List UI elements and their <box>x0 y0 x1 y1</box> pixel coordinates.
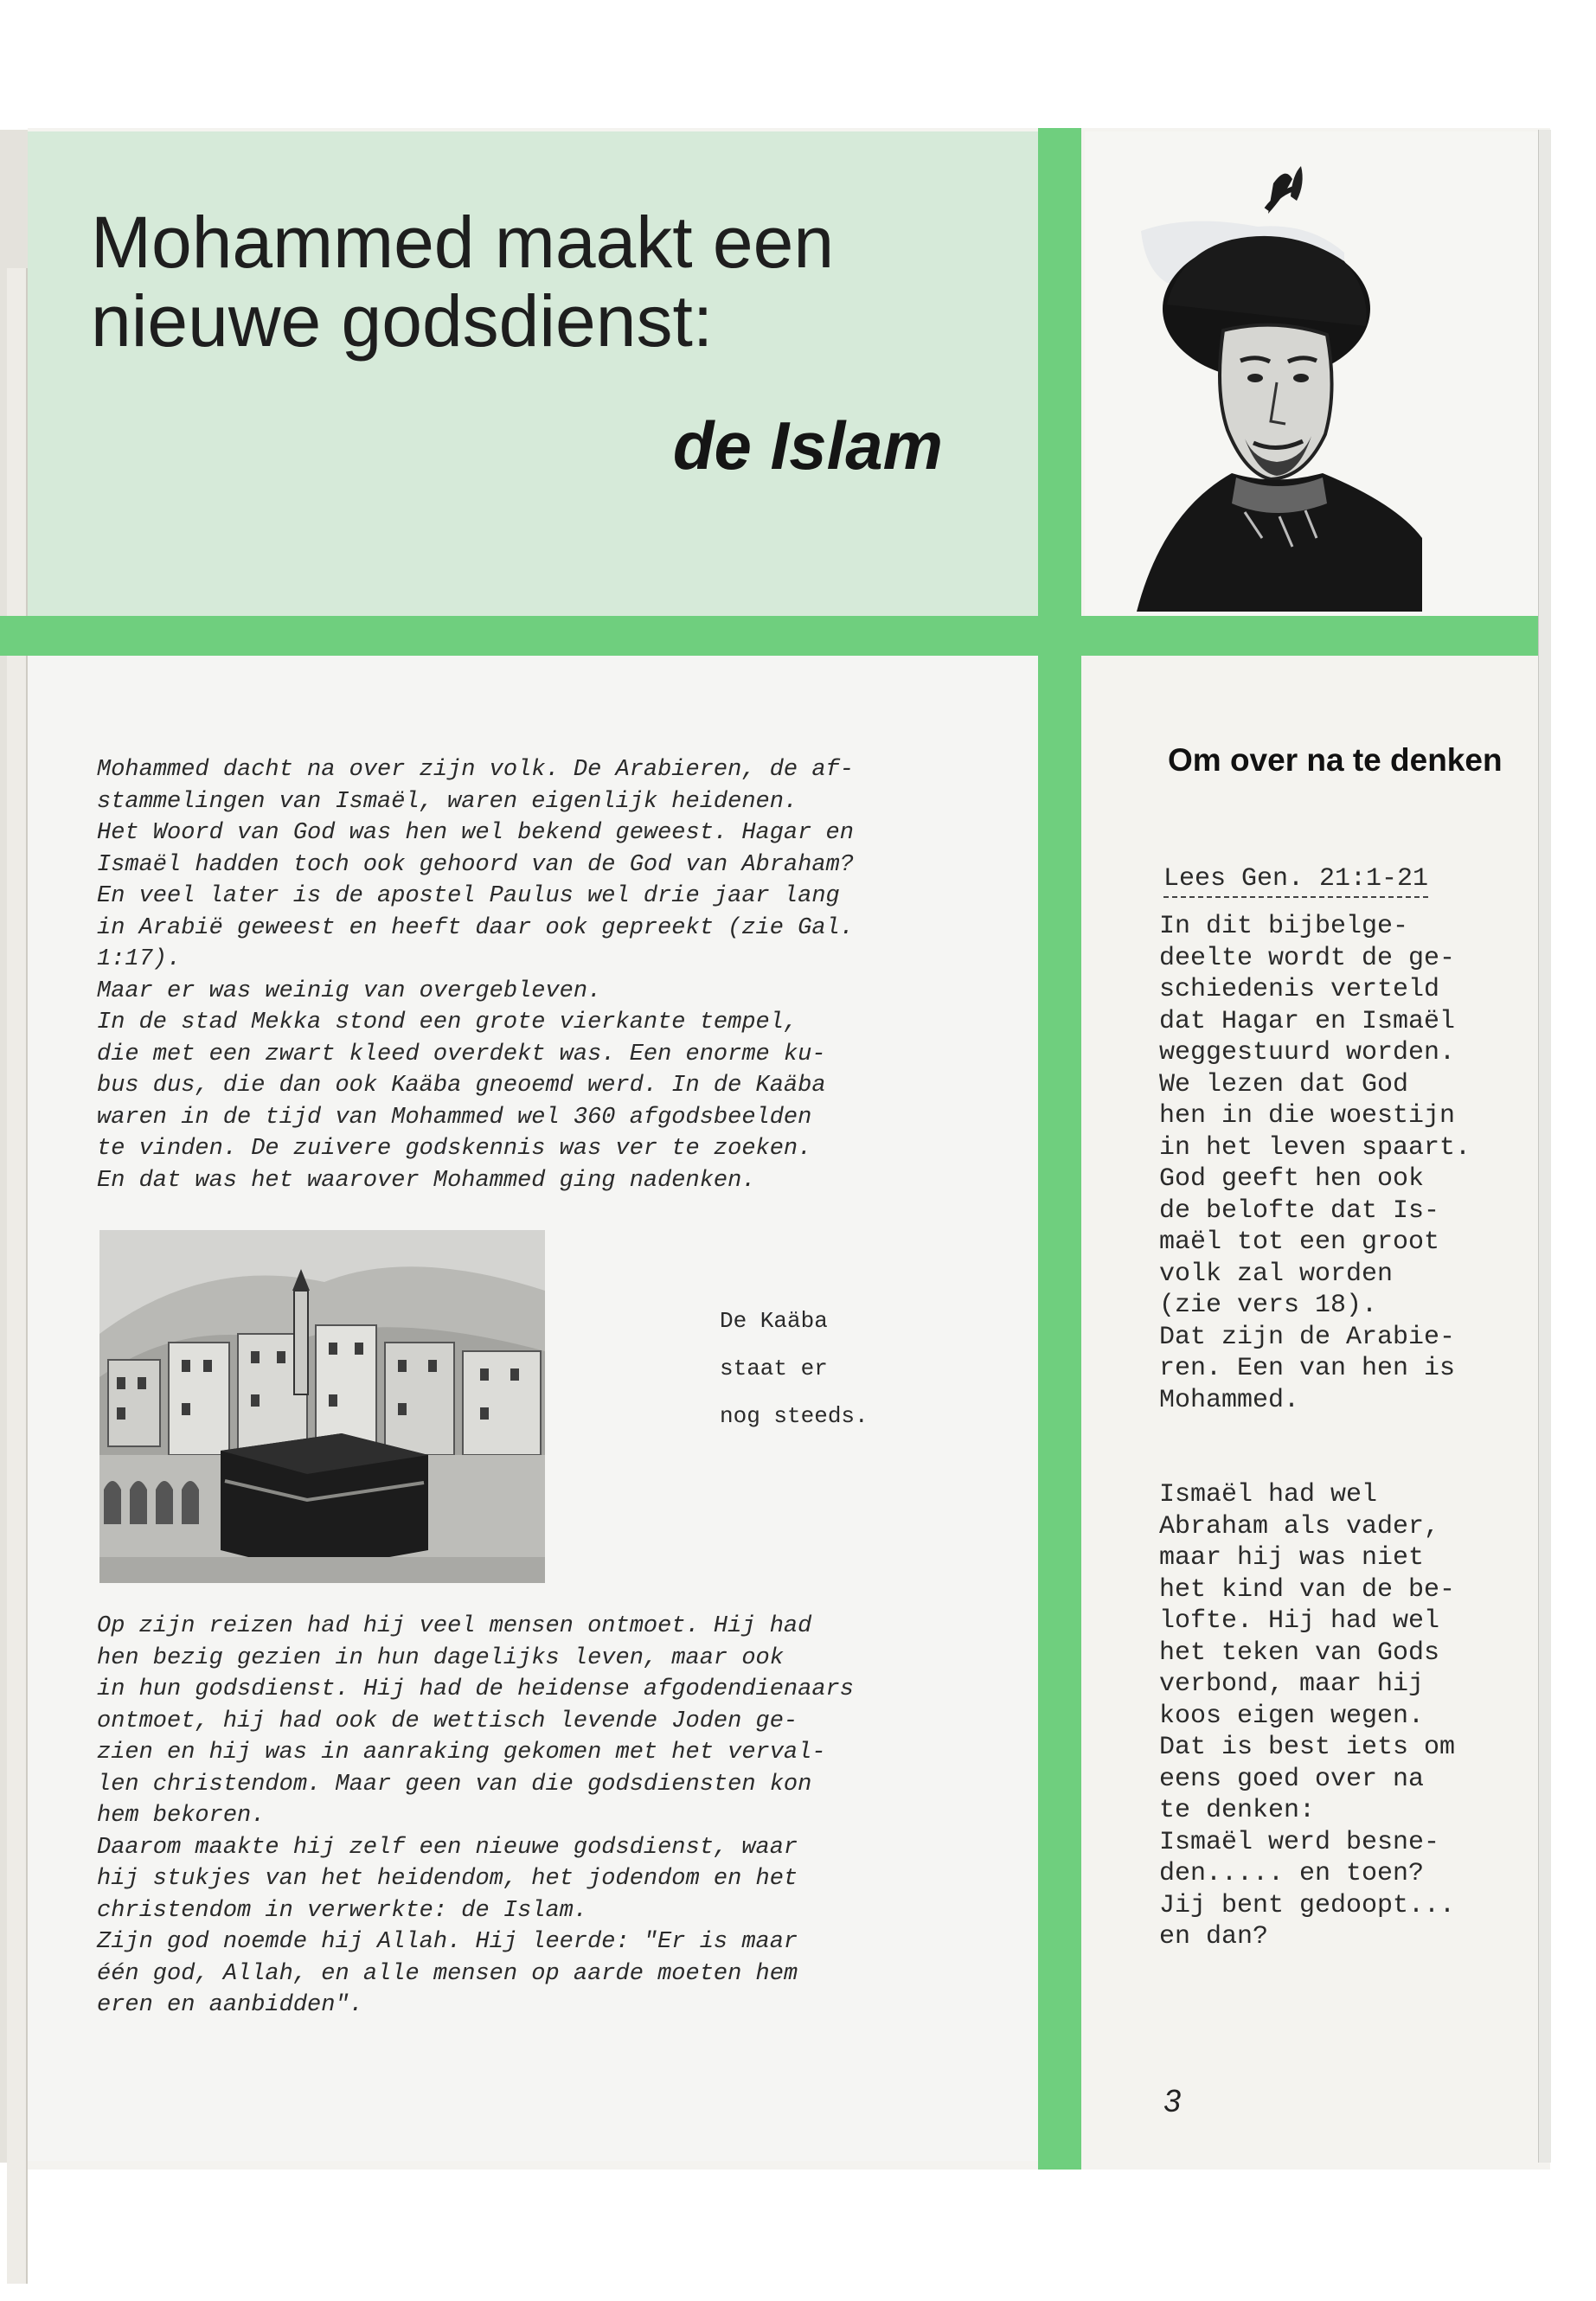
green-horizontal-bar <box>0 616 1548 656</box>
previous-page-edge <box>0 130 28 2163</box>
sidebar-paragraph-2: Ismaël had wel Abraham als vader, maar hij was niet het kind van de be- lofte. Hij had wel het teken van Gods verbond, maar hij koos eigen wegen. Dat is best iets om eens goed over na te denken: Ismaël werd besne- den..... en toen? Jij bent gedoopt... en dan? <box>1159 1480 1456 1952</box>
article-paragraph-1: Mohammed dacht na over zijn volk. De Arabieren, de af- stammelingen van Ismaël, waren eigenlijk heidenen. Het Woord van God was hen wel bekend geweest. Hagar en Ismaël hadden toch ook gehoord van de God van Abraham? En veel later is de apostel Paulus wel drie jaar lang in Arabië geweest en heeft daar ook gepreekt (zie Gal. 1:17). Maar er was weinig van overgebleven. In de stad Mekka stond een grote vierkante tempel, die met een zwart kleed overdekt was. Een enorme ku- bus dus, die dan ook Kaäba gneoemd werd. In de Kaäba waren in de tijd van Mohammed wel 360 afgodsbeelden te vinden. De zuivere godskennis was ver te zoeken. En dat was het waarover Mohammed ging nadenken. <box>97 757 854 1194</box>
green-vertical-bar <box>1038 128 1081 2170</box>
page-right-edge <box>1538 130 1551 2163</box>
portrait-panel <box>1085 131 1539 616</box>
article-paragraph-2: Op zijn reizen had hij veel mensen ontmoet. Hij had hen bezig gezien in hun dagelijks leven, maar ook in hun godsdienst. Hij had de heidense afgodendienaars ontmoet, hij had ook de wettisch levende Joden ge- zien en hij was in aanraking gekomen met het verval- len christendom. Maar geen van die godsdiensten kon hem bekoren. Daarom maakte hij zelf een nieuwe godsdienst, waar hij stukjes van het heidendom, het jodendom en het christendom in verwerkte: de Islam. Zijn god noemde hij Allah. Hij leerde: "Er is maar één god, Allah, en alle mensen op aarde moeten hem eren en aanbidden". <box>97 1613 854 2018</box>
sidebar-paragraph-1: In dit bijbelge- deelte wordt de ge- schiedenis verteld dat Hagar en Ismaël weggestuurd worden. We lezen dat God hen in die woestijn in het leven spaart. God geeft hen ook de belofte dat Is- maël tot een groot volk zal worden (zie vers 18). Dat zijn de Arabie- ren. Een van hen is Mohammed. <box>1159 912 1471 1415</box>
photo-caption: De Kaäba staat er nog steeds. <box>720 1308 869 1429</box>
portrait-illustration <box>1085 131 1539 616</box>
page-subtitle: de Islam <box>672 407 943 484</box>
bible-reference: Lees Gen. 21:1-21 <box>1163 863 1428 898</box>
kaaba-photo <box>99 1230 545 1583</box>
page-number: 3 <box>1163 2083 1182 2118</box>
page-title: Mohammed maakt een nieuwe godsdienst: <box>91 202 835 362</box>
sidebar-heading: Om over na te denken <box>1168 742 1503 778</box>
